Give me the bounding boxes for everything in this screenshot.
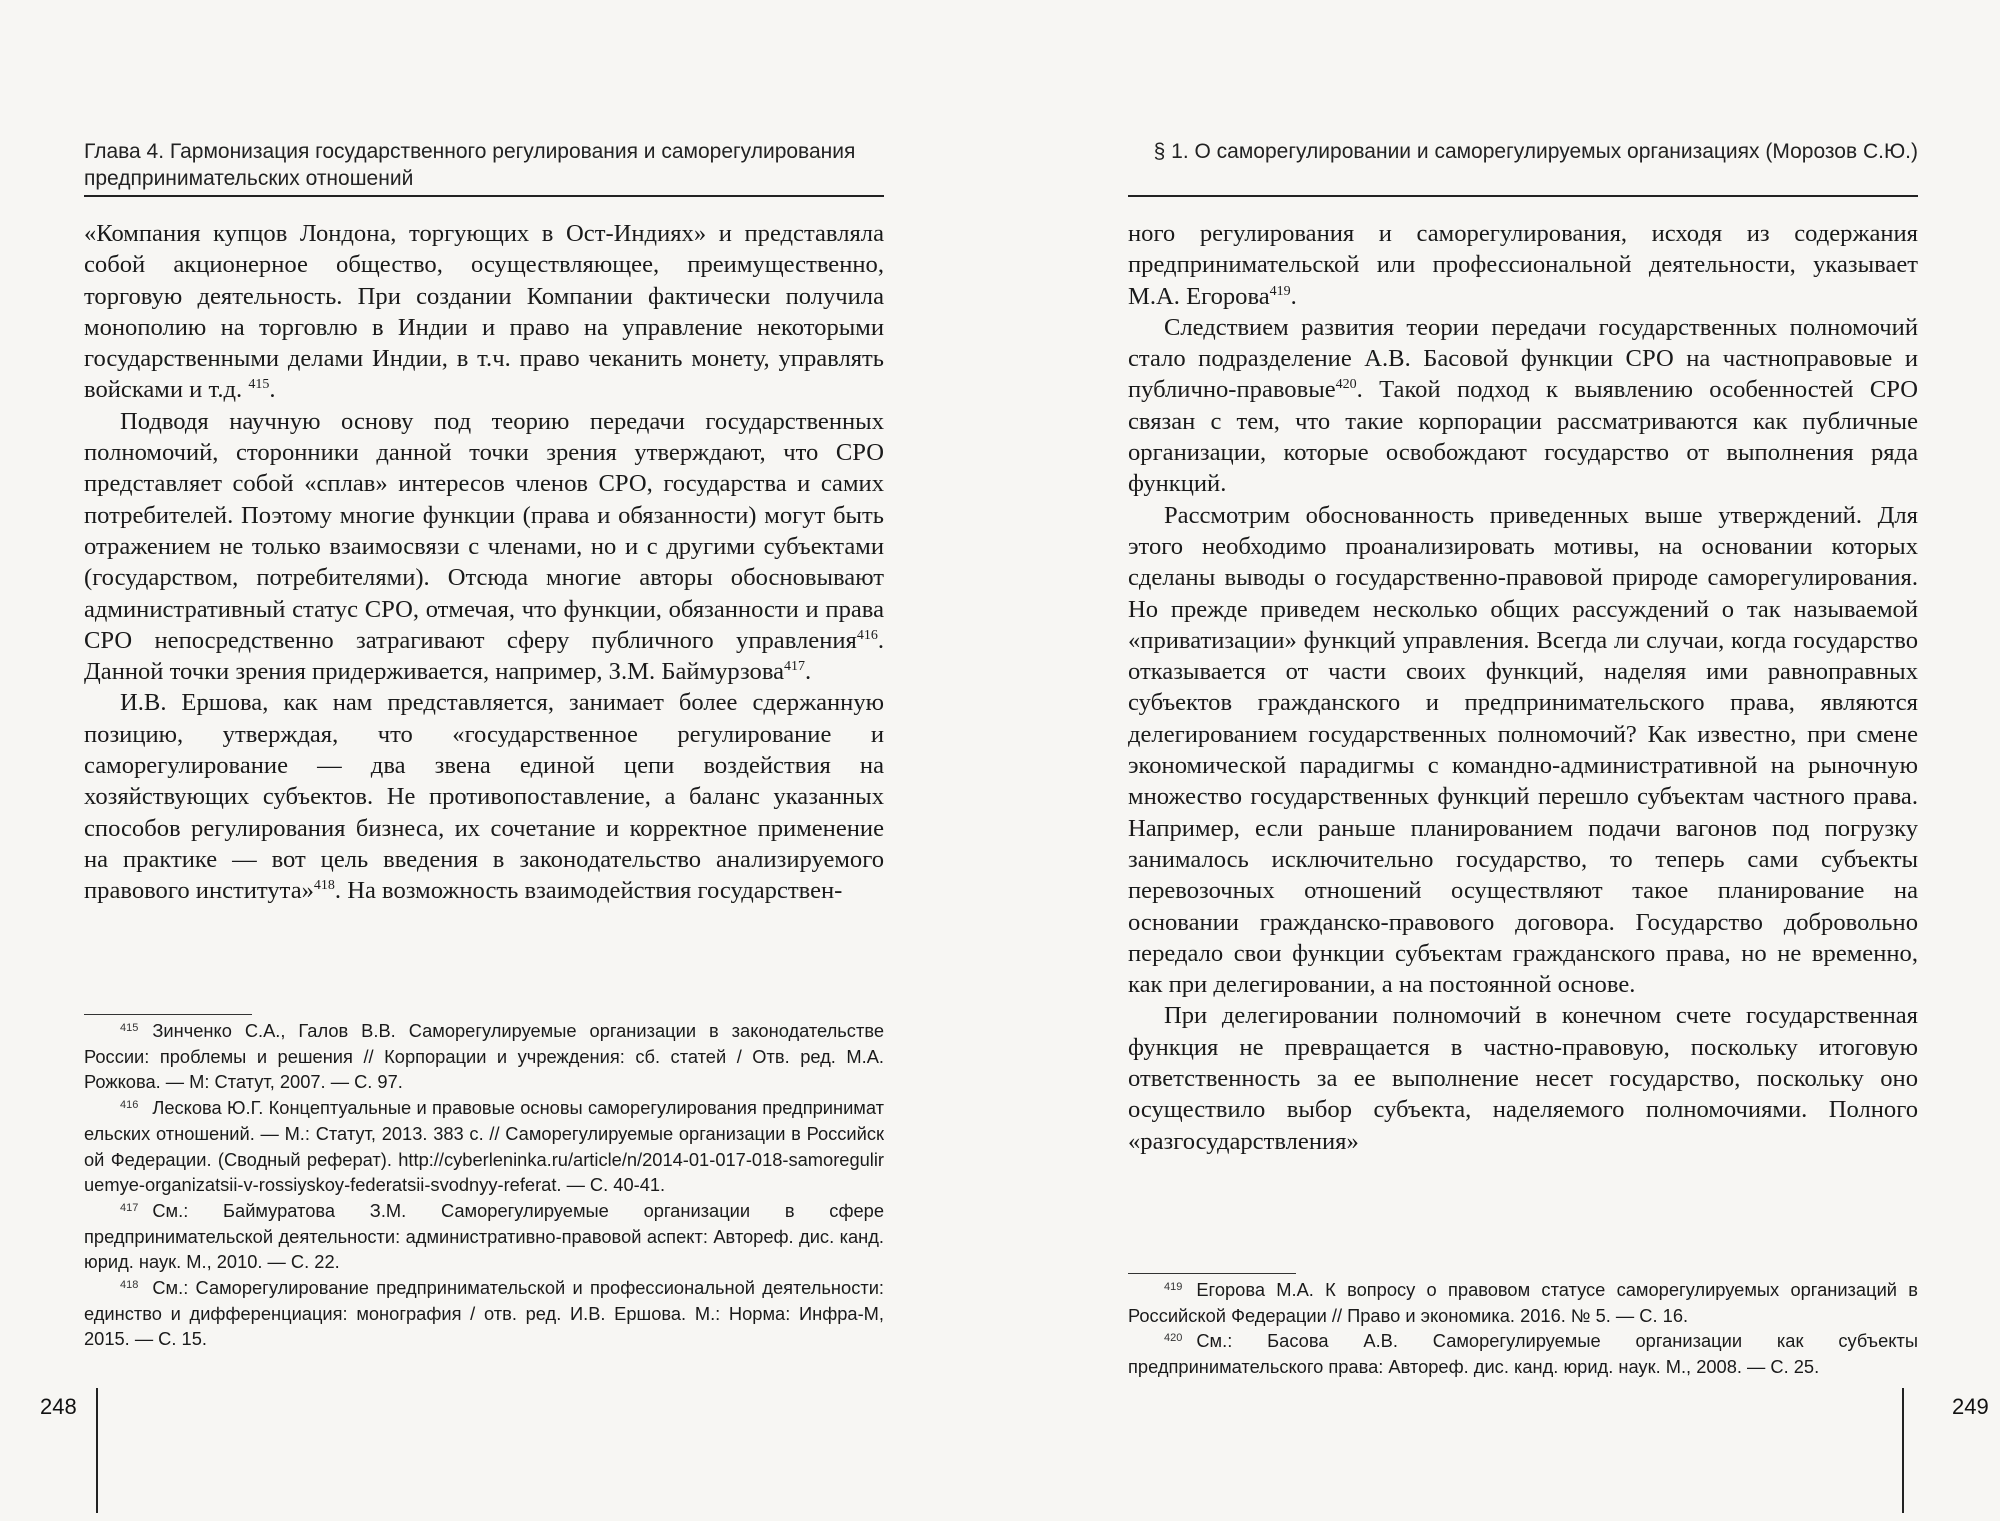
paragraph: ного регулирования и саморегулирования, исходя из содержания предпринимательской или профессиональной деятельности, указывает М.А. Егорова$^{419}$.: [1128, 220, 1918, 310]
paragraph: Подводя научную основу под теорию передачи государственных полномочий, сторонники данной точки зрения утверждают, что СРО представляет собой «сплав» интересов членов СРО, государства и самих потребителей. Поэтому многие функции (права и обязанности) могут быть отражением не только взаимосвязи с членами, но и с другими субъектами (государством, потребителями). Отсюда многие авторы обосновывают административный статус СРО, отмечая, что функции, обязанности и права СРО непосредственно затрагивают сферу публичного управления$^{416}$. Данной точки зрения придерживается, например, З.М. Баймурзова$^{417}$.: [84, 407, 884, 686]
footnote-ref: 415: [248, 377, 270, 393]
footnote-ref: 417: [784, 659, 806, 675]
header-rule: [84, 195, 884, 197]
footnote-rule: [1128, 1273, 1296, 1274]
footnote-ref: 420: [1335, 377, 1357, 393]
footnote: $^{419}$ Егорова М.А. К вопросу о правовом статусе саморегулируемых организаций в Российской Федерации // Право и экономика. 2016. № 5. — С. 16.: [1128, 1279, 1918, 1326]
body-text: [84, 218, 884, 907]
paragraph: При делегировании полномочий в конечном счете государственная функция не превращается в частно-правовую, поскольку итоговую ответственность за ее выполнение несет государство, поскольку оно осуществило выбор субъекта, наделяемого полномочиями. Полного «разгосударствления»: [1128, 1002, 1918, 1155]
paragraph: «Компания купцов Лондона, торгующих в Ост-Индиях» и представляла собой акционерное общество, осуществляющее, преимущественно, торговую деятельность. При создании Компании фактически получила монополию на торговлю в Индии и право на управление некоторыми государственными делами Индии, в т.ч. право чеканить монету, управлять войсками и т.д. $^{415}$.: [84, 220, 884, 404]
footnote: $^{418}$ См.: Саморегулирование предпринимательской и профессиональной деятельности: единство и дифференциация: монография / отв. ред. И.В. Ершова. М.: Норма: Инфра-М, 2015. — С. 15.: [84, 1277, 884, 1350]
footnote: $^{420}$ См.: Басова А.В. Саморегулируемые организации как субъекты предпринимательского права: Автореф. дис. канд. юрид. наук. М., 2008. — С. 25.: [1128, 1330, 1918, 1378]
body-text: [1128, 218, 1918, 1157]
footnote-ref: 419: [1269, 283, 1291, 299]
running-head-chapter: Глава 4. Гармонизация государственного регулирования и саморегулирования предпринимательских отношений: [84, 140, 856, 190]
folio-rule: [1902, 1388, 1904, 1513]
page-number: 249: [1952, 1394, 1989, 1419]
right-page: [1000, 0, 2000, 1521]
footnote-ref: 416: [856, 627, 878, 643]
footnotes: [84, 1018, 884, 1352]
footnotes: [1128, 1277, 1918, 1380]
paragraph: Следствием развития теории передачи государственных полномочий стало подразделение А.В. Басовой функции СРО на частноправовые и публично-правовые$^{420}$. Такой подход к выявлению особенностей СРО связан с тем, что такие корпорации рассматриваются как публичные организации, которые освобождают государство от выполнения ряда функций.: [1128, 313, 1918, 498]
header-rule: [1128, 195, 1918, 197]
page-number: 248: [40, 1394, 77, 1419]
paragraph: И.В. Ершова, как нам представляется, занимает более сдержанную позицию, утверждая, что «государственное регулирование и саморегулирование — два звена единой цепи воздействия на хозяйствующих субъектов. Не противопоставление, а баланс указанных способов регулирования бизнеса, их сочетание и корректное применение на практике — вот цель введения в законодательство анализируемого правового института»$^{418}$. На возможность взаимодействия государствен-: [84, 689, 884, 905]
footnote: $^{415}$ Зинченко С.А., Галов В.В. Саморегулируемые организации в законодательстве России: проблемы и решения // Корпорации и учреждения: сб. статей / Отв. ред. М.А. Рожкова. — М: Статут, 2007. — С. 97.: [84, 1020, 884, 1093]
footnote-ref: 418: [313, 878, 335, 894]
footnote-rule: [84, 1014, 252, 1015]
running-head-section: § 1. О саморегулировании и саморегулируемых организациях (Морозов С.Ю.): [1153, 140, 1918, 163]
footnote: $^{416}$ Лескова Ю.Г. Концептуальные и правовые основы саморегулирования предпринимательских отношений. — М.: Статут, 2013. 383 с. // Саморегулируемые организации в Российской Федерации. (Сводный реферат). http://cyberleninka.ru/article/n/2014-01-017-018-samoreguliruemye-organizatsii-v-rossiyskoy-federatsii-svodnyy-referat. — С. 40-41.: [84, 1097, 884, 1196]
folio-rule: [96, 1388, 98, 1513]
footnote: $^{417}$ См.: Баймуратова З.М. Саморегулируемые организации в сфере предпринимательской деятельности: административно-правовой аспект: Автореф. дис. канд. юрид. наук. М., 2010. — С. 22.: [84, 1199, 884, 1273]
paragraph: Рассмотрим обоснованность приведенных выше утверждений. Для этого необходимо проанализировать мотивы, на основании которых сделаны выводы о государственно-правовой природе саморегулирования. Но прежде приведем несколько общих рассуждений о так называемой «приватизации» функций управления. Всегда ли случаи, когда государство отказывается от части своих функций, наделяя ими равноправных субъектов гражданского и предпринимательского права, являются делегированием государственных полномочий? Как известно, при смене экономической парадигмы с командно-административной на рыночную множество государственных функций перешло субъектам частного права. Например, если раньше планированием подачи вагонов под погрузку занималось исключительно государство, то теперь сами субъекты перевозочных отношений осуществляют такое планирование на основании гражданско-правового договора. Государство добровольно передало свои функции субъектам гражданского права, но не временно, как при делегировании, а на постоянной основе.: [1128, 501, 1918, 999]
